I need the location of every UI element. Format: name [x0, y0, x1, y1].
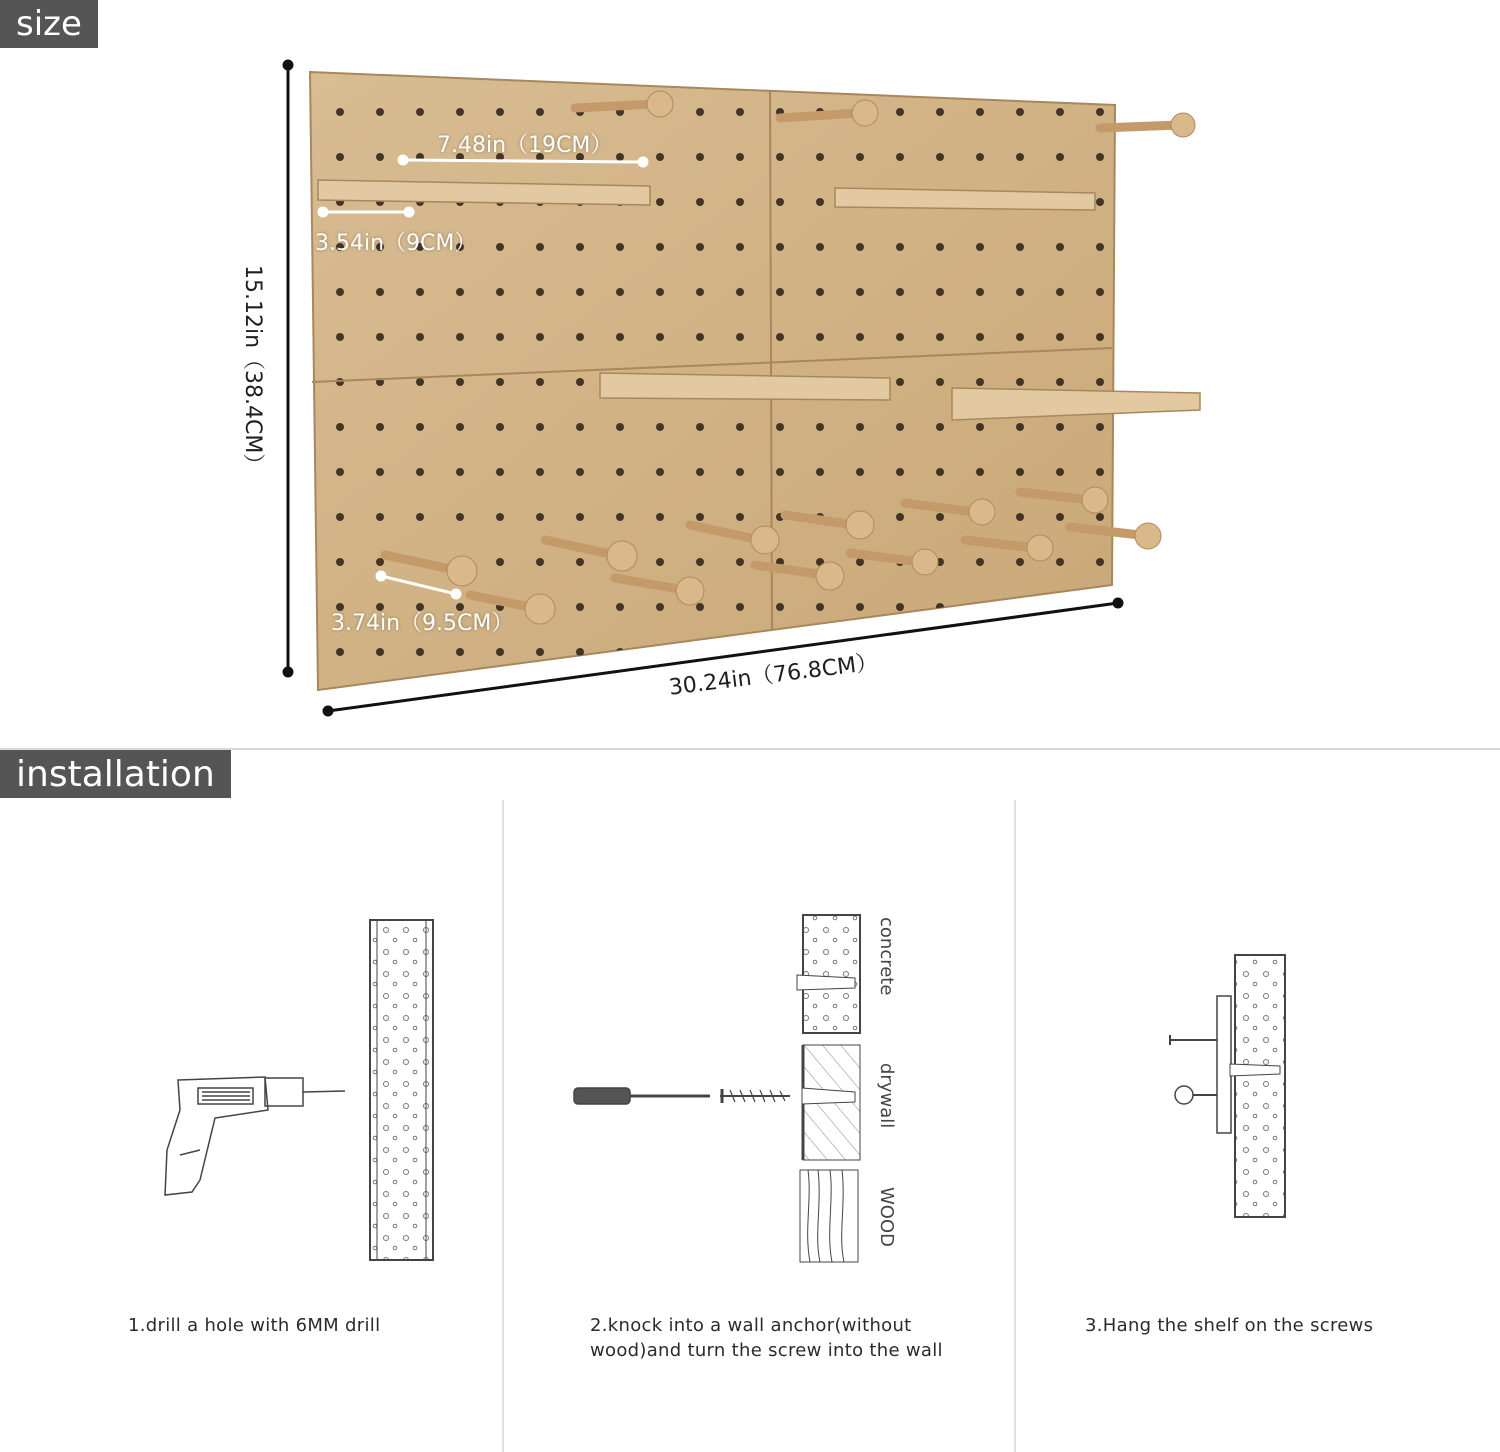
peg-length-label: 3.74in（9.5CM） — [331, 611, 514, 636]
drill-icon — [165, 1077, 345, 1195]
shelf-depth-label: 3.54in（9CM） — [315, 231, 477, 256]
wall-block-icon — [370, 920, 433, 1260]
wood-wall-icon — [800, 1170, 858, 1262]
column-divider — [502, 800, 504, 1452]
step-2-caption-line2: wood)and turn the screw into the wall — [590, 1340, 943, 1361]
concrete-wall-icon — [797, 915, 860, 1033]
height-dimension-label: 15.12in（38.4CM） — [240, 265, 265, 476]
size-section-label: size — [0, 0, 98, 48]
material-label-wood: WOOD — [876, 1187, 897, 1247]
drywall-icon — [802, 1045, 860, 1160]
wall-with-shelf-icon — [1170, 955, 1285, 1217]
width-dimension-label: 30.24in（76.8CM） — [667, 650, 880, 701]
screw-icon — [720, 1089, 790, 1103]
material-label-concrete: concrete — [876, 917, 897, 996]
installation-section-label: installation — [0, 750, 231, 798]
material-label-drywall: drywall — [876, 1063, 897, 1129]
screwdriver-icon — [574, 1088, 710, 1104]
step-3-caption: 3.Hang the shelf on the screws — [1085, 1315, 1374, 1336]
step-1-caption: 1.drill a hole with 6MM drill — [128, 1315, 381, 1336]
shelf-length-label: 7.48in（19CM） — [437, 133, 613, 158]
step-2-caption-line1: 2.knock into a wall anchor(without — [590, 1315, 912, 1336]
column-divider — [1014, 800, 1016, 1452]
